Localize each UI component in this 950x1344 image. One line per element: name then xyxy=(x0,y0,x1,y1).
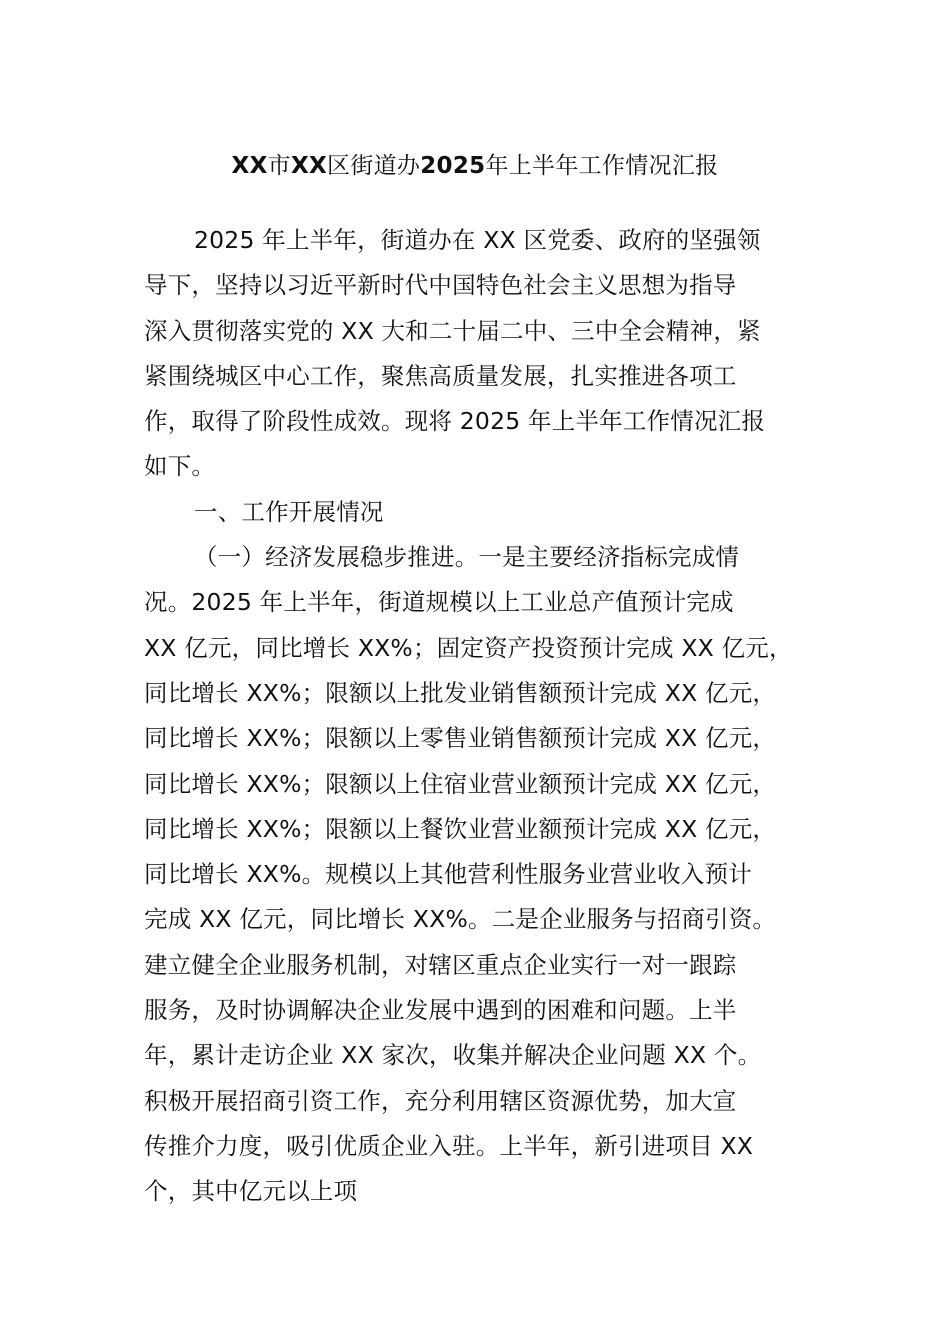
body-line: 同比增长 XX%；限额以上零售业销售额预计完成 XX 亿元， xyxy=(144,724,777,753)
document-body xyxy=(144,218,844,1215)
body-line: 2025 年上半年，街道办在 XX 区党委、政府的坚强领 xyxy=(194,226,761,254)
body-line: 年，累计走访企业 XX 家次，收集并解决企业问题 XX 个。 xyxy=(144,1041,762,1070)
body-line: XX 亿元，同比增长 XX%；固定资产投资预计完成 XX 亿元， xyxy=(144,633,793,662)
body-line: 同比增长 XX%；限额以上批发业销售额预计完成 XX 亿元， xyxy=(144,678,777,707)
body-line: 个，其中亿元以上项 xyxy=(144,1177,358,1206)
body-line: 导下，坚持以习近平新时代中国特色社会主义思想为指导 xyxy=(144,271,737,300)
document-title xyxy=(0,146,950,186)
title-segment: 2025 xyxy=(420,153,486,179)
body-line: 积极开展招商引资工作，充分利用辖区资源优势，加大宣 xyxy=(144,1086,737,1115)
title-segment: 区街道办 xyxy=(327,153,421,179)
body-line: （一）经济发展稳步推进。一是主要经济指标完成情 xyxy=(194,543,740,572)
body-line: 传推介力度，吸引优质企业入驻。上半年，新引进项目 XX xyxy=(144,1131,754,1160)
body-line: 紧围绕城区中心工作，聚焦高质量发展，扎实推进各项工 xyxy=(144,361,737,390)
body-line: 深入贯彻落实党的 XX 大和二十届二中、三中全会精神，紧 xyxy=(144,316,761,345)
body-line: 如下。 xyxy=(144,452,216,481)
title-segment: XX xyxy=(231,153,268,179)
title-segment: XX xyxy=(290,153,328,179)
body-line: 作，取得了阶段性成效。现将 2025 年上半年工作情况汇报 xyxy=(144,407,766,436)
body-line: 完成 XX 亿元，同比增长 XX%。二是企业服务与招商引资。 xyxy=(144,905,777,934)
body-line: 况。2025 年上半年，街道规模以上工业总产值预计完成 xyxy=(144,588,734,617)
title-segment: 年上半年工作情况汇报 xyxy=(485,153,719,179)
body-line: 同比增长 XX%；限额以上住宿业营业额预计完成 XX 亿元， xyxy=(144,769,777,798)
body-line: 服务，及时协调解决企业发展中遇到的困难和问题。上半 xyxy=(144,996,737,1025)
body-line: 同比增长 XX%。规模以上其他营利性服务业营业收入预计 xyxy=(144,860,752,889)
body-line: 一、工作开展情况 xyxy=(194,497,384,526)
title-segment: 市 xyxy=(267,153,291,179)
body-line: 同比增长 XX%；限额以上餐饮业营业额预计完成 XX 亿元， xyxy=(144,814,777,843)
body-line: 建立健全企业服务机制，对辖区重点企业实行一对一跟踪 xyxy=(144,950,737,979)
